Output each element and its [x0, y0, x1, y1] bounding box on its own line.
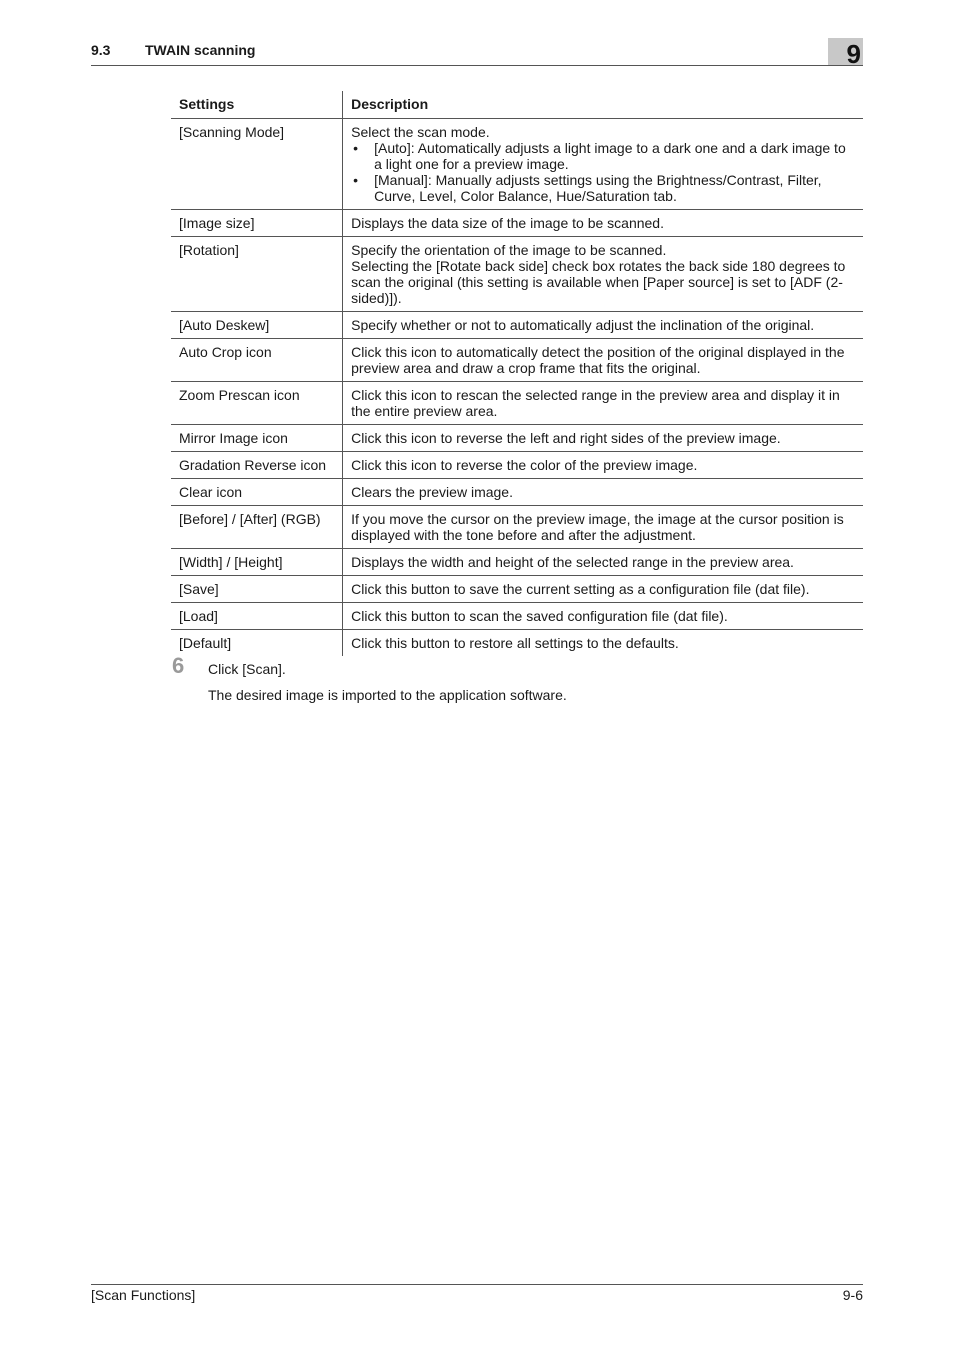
table-row: [171, 576, 863, 603]
bullet-item: • [Auto]: Automatically adjusts a light image to a dark one and a dark image to a light one for a preview image.: [351, 140, 855, 172]
setting-description: Click this button to restore all settings to the defaults.: [351, 635, 679, 651]
setting-name: [Width] / [Height]: [171, 549, 343, 576]
description-text: Selecting the [Rotate back side] check box rotates the back side 180 degrees to scan the original (this setting is available when [Paper source] is set to [ADF (2-sided)]).: [351, 258, 846, 306]
table-row: [171, 339, 863, 382]
setting-name: Gradation Reverse icon: [171, 452, 343, 479]
setting-name: [Save]: [171, 576, 343, 603]
setting-description: If you move the cursor on the preview image, the image at the cursor position is displayed with the tone before and after the adjustment.: [343, 506, 863, 549]
footer-chapter-label: [Scan Functions]: [91, 1287, 196, 1303]
setting-name: [Rotation]: [171, 237, 343, 312]
footer-divider: [91, 1284, 863, 1285]
table-row: [171, 603, 863, 630]
setting-name: Auto Crop icon: [171, 339, 343, 382]
setting-description: [343, 237, 863, 312]
bullet-list: [351, 140, 855, 204]
page-number: 9-6: [842, 1287, 863, 1303]
table-row: [171, 452, 863, 479]
chapter-badge: [828, 38, 863, 65]
setting-name: [Auto Deskew]: [171, 312, 343, 339]
section-title: TWAIN scanning: [145, 42, 256, 58]
description-text: Select the scan mode.: [351, 124, 490, 140]
table-row: [171, 479, 863, 506]
setting-description: Click this icon to reverse the left and right sides of the preview image.: [343, 425, 863, 452]
table-row: [171, 119, 863, 210]
table-header-row: [171, 91, 863, 119]
setting-description: Clears the preview image.: [343, 479, 863, 506]
chapter-number: 9: [846, 39, 861, 65]
settings-table: [171, 91, 863, 656]
table-row: [171, 210, 863, 237]
table-row: [171, 382, 863, 425]
setting-description: [343, 119, 863, 210]
setting-name: Clear icon: [171, 479, 343, 506]
setting-description: Click this icon to reverse the color of the preview image.: [343, 452, 863, 479]
header-divider: [91, 65, 863, 66]
setting-name: [Default]: [171, 630, 343, 657]
description-text: Specify the orientation of the image to be scanned.: [351, 242, 667, 258]
setting-name: Zoom Prescan icon: [171, 382, 343, 425]
table-row: [171, 549, 863, 576]
bullet-item: • [Manual]: Manually adjusts settings using the Brightness/Contrast, Filter, Curve, Level, Color Balance, Hue/Saturation tab.: [351, 172, 855, 204]
table-row: [171, 506, 863, 549]
setting-description: Click this icon to rescan the selected range in the preview area and display it in the entire preview area.: [343, 382, 863, 425]
step-instruction: Click [Scan].: [208, 661, 286, 677]
setting-name: Mirror Image icon: [171, 425, 343, 452]
setting-description: Click this icon to automatically detect the position of the original displayed in the preview area and draw a crop frame that fits the original.: [343, 339, 863, 382]
step-result: The desired image is imported to the application software.: [208, 687, 567, 703]
setting-description: Click this button to save the current setting as a configuration file (dat file).: [343, 576, 863, 603]
setting-name: [Scanning Mode]: [171, 119, 343, 210]
setting-description: Click this button to scan the saved configuration file (dat file).: [343, 603, 863, 630]
table-row: [171, 630, 863, 657]
setting-description: Specify whether or not to automatically adjust the inclination of the original.: [343, 312, 863, 339]
section-number: 9.3: [91, 42, 111, 58]
table-row: [171, 237, 863, 312]
column-header-settings: Settings: [171, 91, 343, 119]
section-heading: [91, 42, 255, 58]
table-row: [171, 425, 863, 452]
column-header-description: Description: [343, 91, 863, 119]
setting-name: [Before] / [After] (RGB): [171, 506, 343, 549]
setting-name: [Load]: [171, 603, 343, 630]
setting-name: [Image size]: [171, 210, 343, 237]
step-number: 6: [172, 653, 185, 678]
setting-description: Displays the width and height of the selected range in the preview area.: [343, 549, 863, 576]
setting-description: Displays the data size of the image to be scanned.: [343, 210, 863, 237]
table-row: [171, 312, 863, 339]
